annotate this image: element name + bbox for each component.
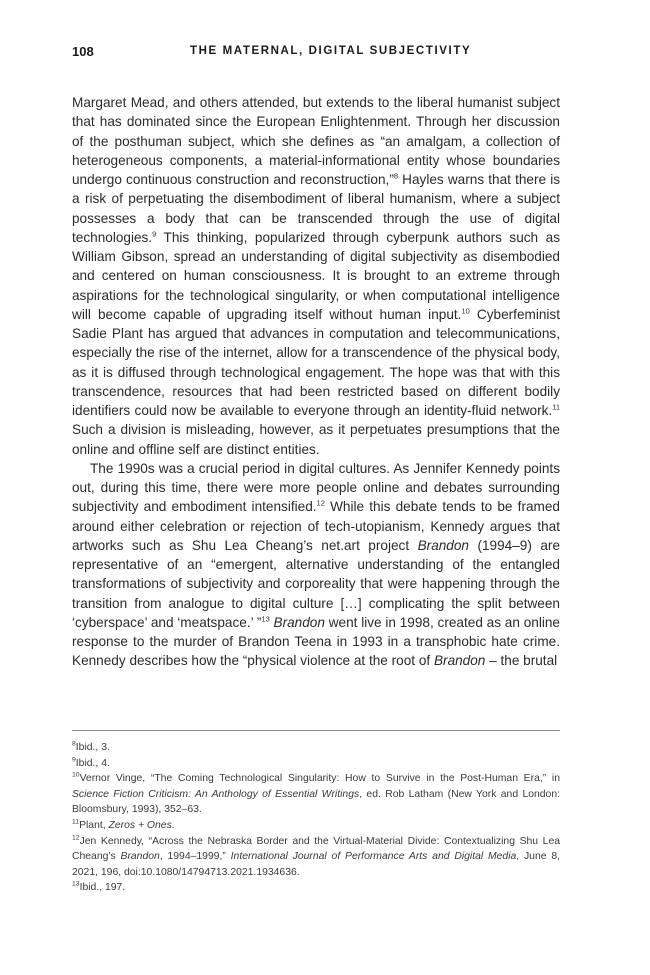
text-run: – the brutal <box>485 653 558 669</box>
footnote-number: 13 <box>72 880 80 888</box>
text-run: Margaret Mead, and others attended, but extends to the liberal humanist subject that has dominated since the European Enlightenment. Through her discussion of the posthuman subject, which she defines as “an amalgam, a collection of heterogeneous components, a material-informational entity whose boundaries undergo continuous construction and reconstruction,” <box>72 95 560 187</box>
footnote-8 <box>72 740 560 756</box>
footnote-number: 12 <box>72 834 80 842</box>
footnote-text: Plant, <box>79 819 109 831</box>
footnote-9 <box>72 756 560 772</box>
footnote-text: Ibid., 4. <box>75 757 110 769</box>
footnote-ref-9[interactable]: 9 <box>152 229 157 239</box>
footnote-text: , June 8, 2021, 196, doi:10.1080/14794713.2021.1934636. <box>72 851 560 878</box>
footnote-number: 10 <box>72 771 80 779</box>
footnote-ref-8[interactable]: 8 <box>393 171 399 181</box>
text-run: Cyberfeminist Sadie Plant has argued that advances in computation and telecommunications, especially the rise of the internet, allow for a transcendence of the physical body, as it is diffused through technological engagement. The hope was that with this transcendence, resources that had been restricted based on different bodily identifiers could now be available to everyone through an identity-fluid network. <box>72 306 561 418</box>
text-run: (1994–9) are representative of an “emergent, alternative understanding of the entangled transformations of subjectivity and corporeality that were happening through the transition from analogue to digital culture […] complicating the split between ‘cyberspace’ and ‘meatspace.’ ” <box>72 537 560 630</box>
footnote-text: Ibid., 197. <box>79 882 126 894</box>
text-run: Such a division is misleading, however, as it perpetuates presumptions that the online and offline self are distinct entities. <box>72 422 560 457</box>
page-number: 108 <box>72 44 94 59</box>
footnote-ref-12[interactable]: 12 <box>316 498 325 508</box>
running-head <box>72 44 560 62</box>
body-text <box>72 93 560 671</box>
running-title: THE MATERNAL, DIGITAL SUBJECTIVITY <box>190 45 472 57</box>
footnotes <box>72 740 560 896</box>
footnote-divider <box>72 730 560 731</box>
footnote-13 <box>72 880 560 896</box>
footnote-ref-10[interactable]: 10 <box>461 306 470 316</box>
footnote-number: 9 <box>72 756 76 764</box>
footnote-10 <box>72 771 560 818</box>
footnote-11 <box>72 818 560 834</box>
footnote-text: , ed. Rob Latham (New York and London: Bloomsbury, 1993), 352–63. <box>72 788 560 816</box>
paragraph-1 <box>72 93 560 459</box>
footnote-italic: International Journal of Performance Arts and Digital Media <box>230 851 517 863</box>
text-run: While this debate tends to be framed around either celebration or rejection of tech-utopianism, Kennedy argues that artworks such as Shu Lea Cheang’s net.art project <box>72 499 560 553</box>
italic-title: Brandon <box>433 653 486 669</box>
footnote-text: Ibid., 3. <box>75 742 110 753</box>
footnote-italic: Brandon <box>120 851 160 863</box>
footnote-12 <box>72 834 560 881</box>
footnote-ref-11[interactable]: 11 <box>552 402 560 412</box>
paragraph-2 <box>72 459 560 671</box>
footnote-text: . <box>171 819 175 831</box>
footnote-text: , 1994–1999,” <box>159 851 231 863</box>
footnote-italic: Science Fiction Criticism: An Anthology of Essential Writings <box>72 788 360 800</box>
text-run: The 1990s was a crucial period in digital cultures. As Jennifer Kennedy points out, during this time, there were more people online and debates surrounding subjectivity and embodiment intensified. <box>72 460 560 515</box>
footnote-text: Jen Kennedy, “Across the Nebraska Border and the Virtual-Material Divide: Contextualizing Shu Lea Cheang’s <box>72 835 560 863</box>
footnote-number: 11 <box>72 818 80 826</box>
footnote-ref-13[interactable]: 13 <box>261 614 270 624</box>
italic-title: Brandon <box>417 537 469 553</box>
text-run: This thinking, popularized through cyberpunk authors such as William Gibson, spread an understanding of digital subjectivity as disembodied and centered on human consciousness. It is brought to an extreme through aspirations for the technological singularity, or when computational intelligence will become capable of upgrading itself without human input. <box>72 229 560 322</box>
italic-title: Brandon <box>273 614 325 630</box>
text-run: Hayles warns that there is a risk of perpetuating the disembodiment of liberal humanism, where a subject possesses a body that can be transcended through the use of digital technologies. <box>72 172 561 245</box>
footnote-number: 8 <box>72 740 76 748</box>
text-run: went live in 1998, created as an online response to the murder of Brandon Teena in 1993 in a transphobic hate crime. Kennedy describes how the “physical violence at the root of <box>72 614 560 669</box>
footnote-italic: Zeros + Ones <box>108 819 172 831</box>
footnote-text: Vernor Vinge, “The Coming Technological Singularity: How to Survive in the Post-Human Era,” in <box>79 773 560 785</box>
